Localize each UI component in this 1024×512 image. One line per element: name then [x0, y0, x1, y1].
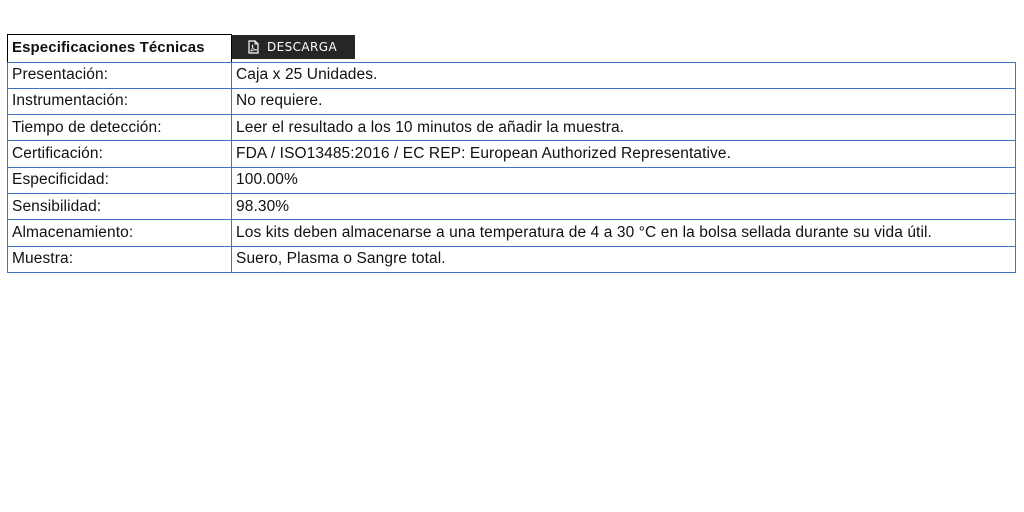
row-value: Caja x 25 Unidades. — [232, 62, 1016, 88]
row-value: Los kits deben almacenarse a una temperatura de 4 a 30 °C en la bolsa sellada durante su vida útil. — [232, 220, 1016, 246]
row-label: Sensibilidad: — [8, 193, 232, 219]
row-label: Certificación: — [8, 141, 232, 167]
row-label: Tiempo de detección: — [8, 115, 232, 141]
table-row — [8, 167, 1016, 193]
row-value: FDA / ISO13485:2016 / EC REP: European Authorized Representative. — [232, 141, 1016, 167]
row-value: 100.00% — [232, 167, 1016, 193]
download-button-label: DESCARGA — [267, 39, 338, 54]
row-label: Almacenamiento: — [8, 220, 232, 246]
table-title: Especificaciones Técnicas — [8, 35, 232, 63]
table-row — [8, 193, 1016, 219]
row-label: Especificidad: — [8, 167, 232, 193]
pdf-file-icon — [248, 40, 259, 54]
row-value: Suero, Plasma o Sangre total. — [232, 246, 1016, 272]
table-header-row — [8, 35, 1016, 63]
specifications-table — [7, 34, 1016, 273]
row-value: No requiere. — [232, 88, 1016, 114]
row-label: Instrumentación: — [8, 88, 232, 114]
table-row — [8, 115, 1016, 141]
table-row — [8, 141, 1016, 167]
download-cell — [232, 35, 1016, 63]
row-label: Muestra: — [8, 246, 232, 272]
table-row — [8, 220, 1016, 246]
row-label: Presentación: — [8, 62, 232, 88]
row-value: Leer el resultado a los 10 minutos de añadir la muestra. — [232, 115, 1016, 141]
row-value: 98.30% — [232, 193, 1016, 219]
table-row — [8, 246, 1016, 272]
table-row — [8, 88, 1016, 114]
download-button[interactable] — [232, 35, 355, 59]
table-row — [8, 62, 1016, 88]
